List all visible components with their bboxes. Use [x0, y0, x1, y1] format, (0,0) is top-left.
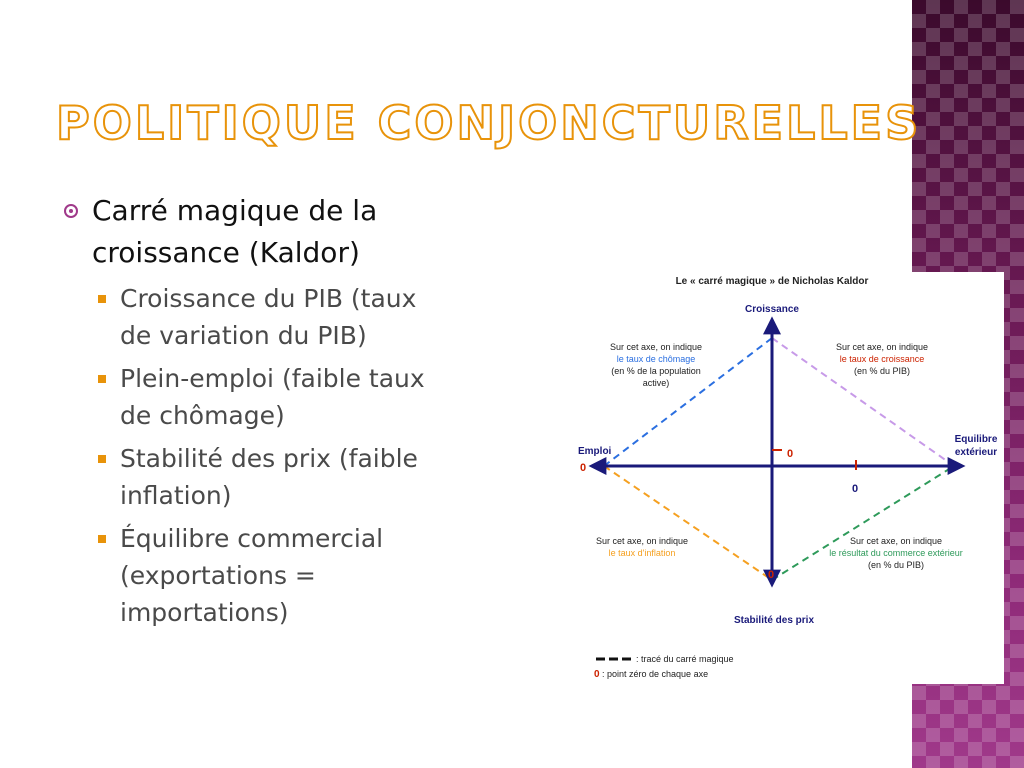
axis-label-left: Emploi — [578, 446, 612, 457]
circle-bullet-icon — [64, 204, 78, 218]
note-top-left-2: le taux de chômage — [616, 354, 696, 364]
note-top-right-1: Sur cet axe, on indique — [835, 342, 929, 352]
note-top-left-1: Sur cet axe, on indique — [609, 342, 703, 352]
dash-prix-exterieur — [772, 466, 954, 580]
note-bottom-right-2: le résultat du commerce extérieur — [829, 548, 963, 558]
main-bullet — [60, 190, 440, 274]
sub-bullet-text: Croissance du PIB (taux de variation du PIB) — [120, 284, 417, 350]
diagram-caption: Le « carré magique » de Nicholas Kaldor — [675, 276, 869, 287]
note-bottom-left-1: Sur cet axe, on indique — [595, 536, 689, 546]
sub-bullet — [60, 440, 440, 514]
axis-label-right-2: extérieur — [954, 447, 998, 458]
magic-square-diagram — [568, 272, 1004, 684]
note-top-right-3: (en % du PIB) — [853, 366, 911, 376]
axis-label-right-1: Equilibre — [954, 434, 998, 445]
sub-bullet-text: Équilibre commercial (exportations = importations) — [120, 524, 384, 627]
legend-zero-text: : point zéro de chaque axe — [602, 669, 709, 679]
square-bullet-icon — [98, 455, 106, 463]
bullet-list — [60, 190, 440, 631]
note-bottom-right-1: Sur cet axe, on indique — [849, 536, 943, 546]
note-top-right-2: le taux de croissance — [839, 354, 925, 364]
slide-title: POLITIQUE CONJONCTURELLES — [56, 96, 922, 150]
zero-left: 0 — [580, 462, 587, 474]
zero-center: 0 — [787, 448, 794, 460]
note-bottom-left-2: le taux d'inflation — [608, 548, 676, 558]
zero-right: 0 — [852, 483, 859, 495]
square-bullet-icon — [98, 295, 106, 303]
sub-bullet — [60, 280, 440, 354]
note-top-left-4: active) — [642, 378, 670, 388]
axis-label-bottom: Stabilité des prix — [733, 615, 815, 626]
dash-emploi-prix — [604, 466, 775, 581]
legend-dash-text: : tracé du carré magique — [636, 654, 734, 664]
note-top-left-3: (en % de la population — [611, 366, 701, 376]
sub-bullet-text: Plein-emploi (faible taux de chômage) — [120, 364, 425, 430]
sub-bullet — [60, 360, 440, 434]
zero-bottom: 0 — [768, 569, 775, 581]
square-bullet-icon — [98, 535, 106, 543]
sub-bullet-text: Stabilité des prix (faible inflation) — [120, 444, 418, 510]
note-bottom-right-3: (en % du PIB) — [867, 560, 925, 570]
main-bullet-text: Carré magique de la croissance (Kaldor) — [92, 194, 378, 269]
legend-zero-mark: 0 — [594, 669, 600, 680]
sub-bullet-list — [60, 280, 440, 631]
square-bullet-icon — [98, 375, 106, 383]
axis-label-top: Croissance — [745, 304, 799, 315]
sub-bullet — [60, 520, 440, 631]
